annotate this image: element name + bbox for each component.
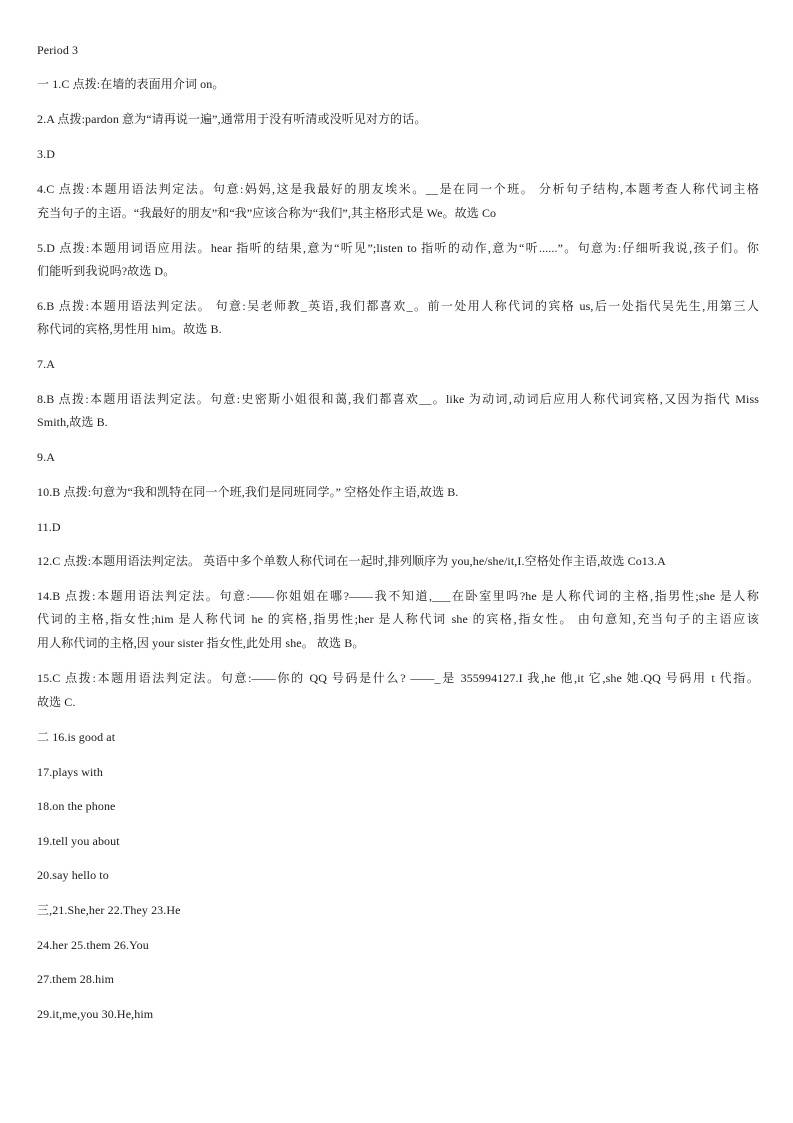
answer-line: 8.B 点拨:本题用语法判定法。句意:史密斯小姐很和蔼,我们都喜欢__。like 为动词,动词后应用人称代词宾格,又因为指代 Miss [37, 392, 759, 406]
answer-line: 14.B 点拨:本题用语法判定法。句意:——你姐姐在哪?——我不知道,___在卧室里吗?he 是人称代词的主格,指男性;she 是人称 [37, 589, 759, 603]
answer-line: 用人称代词的主格,因 your sister 指女性,此处用 she。 故选 B。 [37, 636, 365, 650]
answer-line: 三,21.She,her 22.They 23.He [37, 903, 181, 917]
answer-line: 一 1.C 点拨:在墙的表面用介词 on。 [37, 77, 225, 91]
answer-line: 24.her 25.them 26.You [37, 938, 149, 952]
answer-line: 18.on the phone [37, 799, 116, 813]
answer-line: 4.C 点拨:本题用语法判定法。句意:妈妈,这是我最好的朋友埃米。__是在同一个班。 分析句子结构,本题考查人称代词主格 [37, 182, 759, 196]
answer-line: 10.B 点拨:句意为“我和凯特在同一个班,我们是同班同学。” 空格处作主语,故选 B. [37, 485, 459, 499]
answer-line: 3.D [37, 147, 55, 161]
answer-line: 27.them 28.him [37, 972, 115, 986]
answer-line: 二 16.is good at [37, 730, 116, 744]
answer-line: 6.B 点拨:本题用语法判定法。 句意:吴老师教_英语,我们都喜欢_。前一处用人称代词的宾格 us,后一处指代吴先生,用第三人 [37, 299, 759, 313]
answer-line: 代词的主格,指女性;him 是人称代词 he 的宾格,指男性;her 是人称代词 she 的宾格,指女性。 由句意知,充当句子的主语应该 [37, 612, 759, 626]
answer-line: 12.C 点拨:本题用语法判定法。 英语中多个单数人称代词在一起时,排列顺序为 you,he/she/it,I.空格处作主语,故选 Co13.A [37, 554, 666, 568]
answer-line: 2.A 点拨:pardon 意为“请再说一遍”,通常用于没有听清或没听见对方的话。 [37, 112, 427, 126]
answer-line: 20.say hello to [37, 868, 109, 882]
answer-line: Smith,故选 B. [37, 415, 108, 429]
answer-line: 5.D 点拨:本题用词语应用法。hear 指听的结果,意为“听见”;listen to 指听的动作,意为“听......”。句意为:仔细听我说,孩子们。你 [37, 241, 759, 255]
answer-line: 9.A [37, 450, 55, 464]
answer-line: 7.A [37, 357, 55, 371]
answer-line: 29.it,me,you 30.He,him [37, 1007, 154, 1021]
answer-line: 11.D [37, 520, 61, 534]
answer-line: 19.tell you about [37, 834, 120, 848]
period-heading: Period 3 [37, 43, 79, 57]
answer-line: 15.C 点拨:本题用语法判定法。句意:——你的 QQ 号码是什么? ——_是 355994127.I 我,he 他,it 它,she 她.QQ 号码用 t 代指。 [37, 671, 759, 685]
answer-line: 充当句子的主语。“我最好的朋友”和“我”应该合称为“我们”,其主格形式是 We。故选 Co [37, 206, 497, 220]
answer-line: 称代词的宾格,男性用 him。故选 B. [37, 322, 222, 336]
answer-line: 故选 C. [37, 695, 76, 709]
answer-line: 17.plays with [37, 765, 103, 779]
answer-line: 们能听到我说吗?故选 D。 [37, 264, 176, 278]
